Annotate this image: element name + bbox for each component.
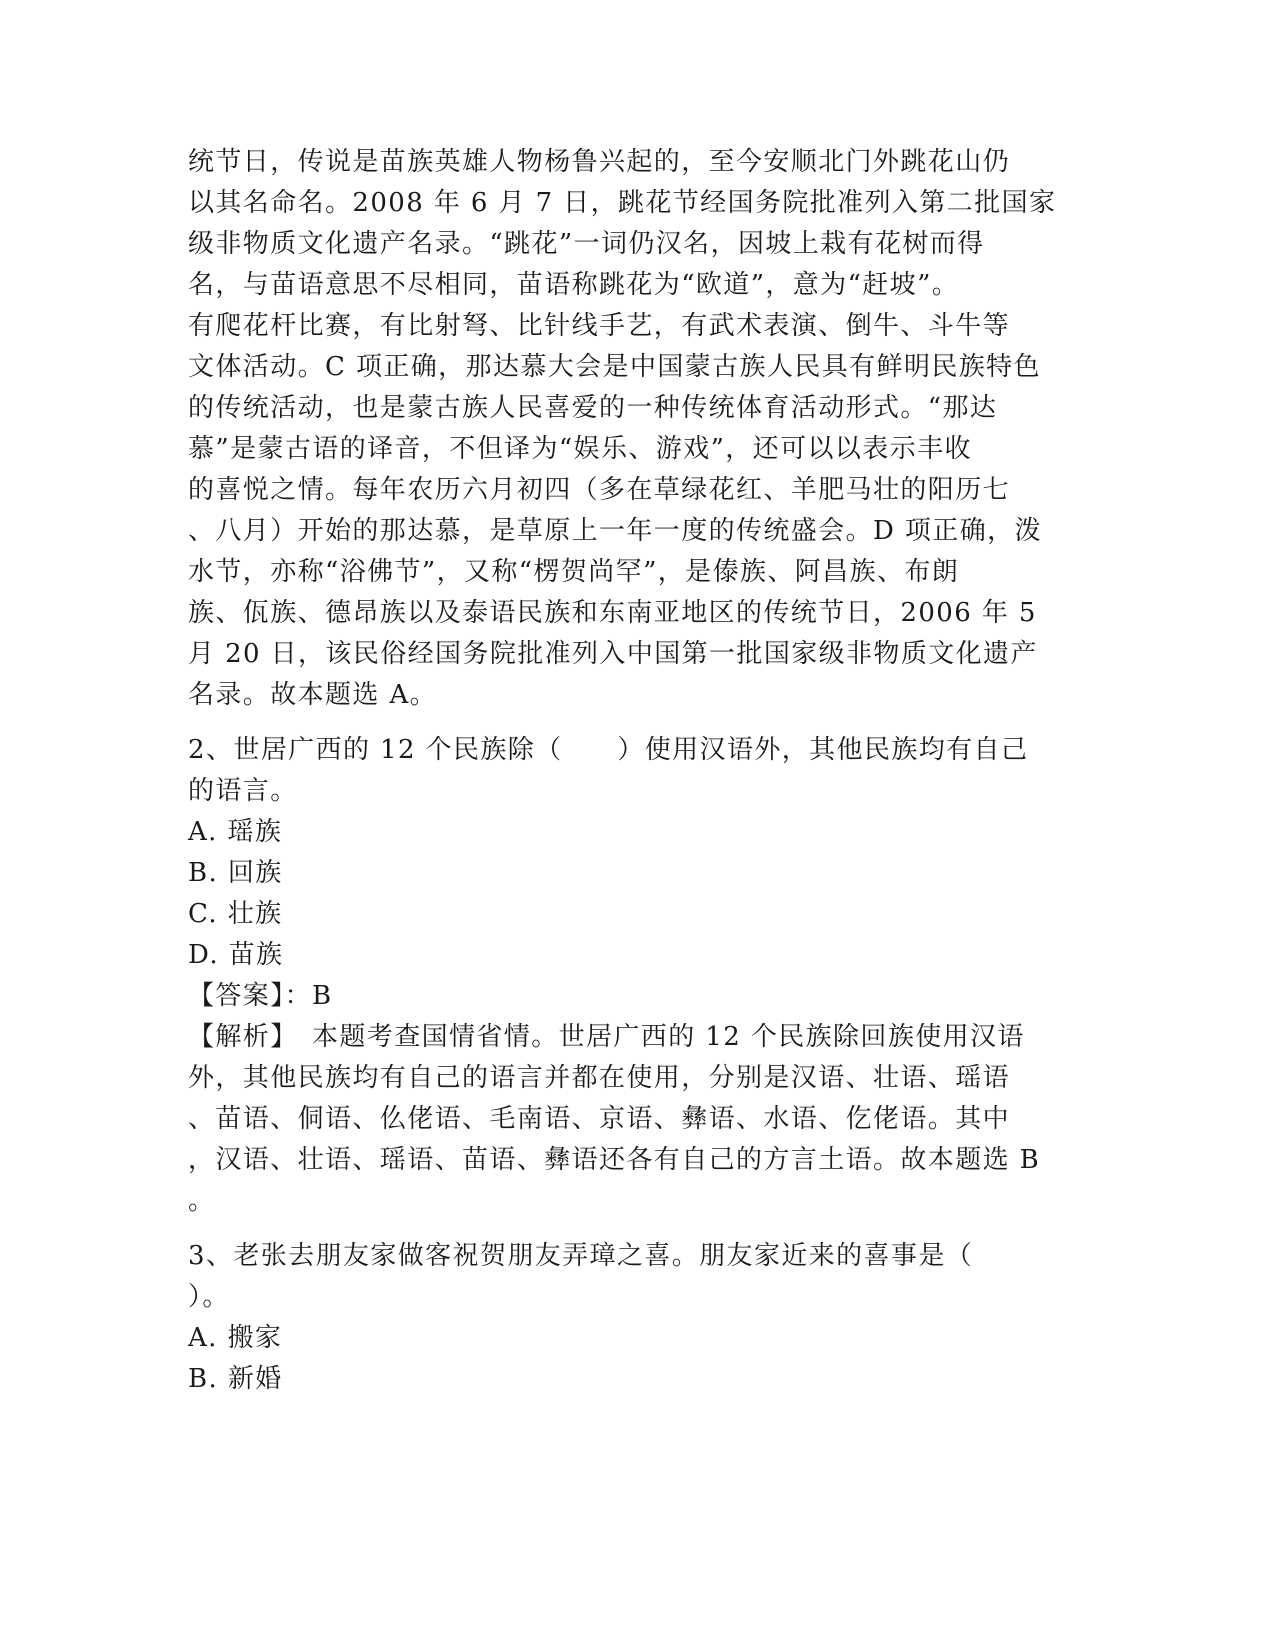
text-line: 族、佤族、德昂族以及泰语民族和东南亚地区的传统节日，2006 年 5: [188, 598, 1037, 628]
option-d: D. 苗族: [188, 940, 284, 970]
question-stem-line: 3、老张去朋友家做客祝贺朋友弄璋之喜。朋友家近来的喜事是（: [188, 1241, 974, 1271]
question-stem-line: 2、世居广西的 12 个民族除（ ）使用汉语外，其他民族均有自己: [188, 735, 1029, 765]
text-line: 文体活动。C 项正确，那达慕大会是中国蒙古族人民具有鲜明民族特色: [188, 352, 1041, 382]
option-a: A. 搬家: [188, 1323, 283, 1353]
analysis-line: ，汉语、壮语、瑶语、苗语、彝语还各有自己的方言土语。故本题选 B: [188, 1145, 1041, 1175]
question-stem-line: 的语言。: [188, 776, 298, 806]
option-b: B. 回族: [188, 858, 283, 888]
text-line: 的传统活动，也是蒙古族人民喜爱的一种传统体育活动形式。“那达: [188, 393, 998, 423]
question-3: [188, 1236, 1088, 1400]
analysis-line: 外，其他民族均有自己的语言并都在使用，分别是汉语、壮语、瑶语: [188, 1063, 1011, 1093]
document-page: [188, 142, 1088, 1400]
paragraph-gap: [188, 716, 1088, 730]
explanation-paragraph: [188, 142, 1088, 716]
text-line: 以其名命名。2008 年 6 月 7 日，跳花节经国务院批准列入第二批国家: [188, 188, 1057, 218]
option-b: B. 新婚: [188, 1364, 283, 1394]
option-a: A. 瑶族: [188, 817, 283, 847]
analysis-line: 。: [188, 1186, 216, 1216]
option-c: C. 壮族: [188, 899, 283, 929]
paragraph-gap: [188, 1222, 1088, 1236]
question-stem-line: ）。: [188, 1282, 230, 1312]
text-line: 级非物质文化遗产名录。“跳花”一词仍汉名，因坡上栽有花树而得: [188, 229, 985, 259]
text-line: 名，与苗语意思不尽相同，苗语称跳花为“欧道”，意为“赶坡”。: [188, 270, 960, 300]
text-line: 慕”是蒙古语的译音，不但译为“娱乐、游戏”，还可以以表示丰收: [188, 434, 972, 464]
text-line: 的喜悦之情。每年农历六月初四（多在草绿花红、羊肥马壮的阳历七: [188, 475, 1011, 505]
question-2: [188, 730, 1088, 1222]
text-line: 名录。故本题选 A。: [188, 680, 438, 710]
analysis-line: 【解析】 本题考查国情省情。世居广西的 12 个民族除回族使用汉语: [188, 1022, 1025, 1052]
text-line: 统节日，传说是苗族英雄人物杨鲁兴起的，至今安顺北门外跳花山仍: [188, 147, 1011, 177]
text-line: 水节，亦称“浴佛节”，又称“楞贺尚罕”，是傣族、阿昌族、布朗: [188, 557, 960, 587]
answer-line: 【答案】：B: [188, 981, 333, 1011]
analysis-line: 、苗语、侗语、仫佬语、毛南语、京语、彝语、水语、仡佬语。其中: [188, 1104, 1011, 1134]
text-line: 月 20 日，该民俗经国务院批准列入中国第一批国家级非物质文化遗产: [188, 639, 1038, 669]
text-line: 有爬花杆比赛，有比射弩、比针线手艺，有武术表演、倒牛、斗牛等: [188, 311, 1011, 341]
text-line: 、八月）开始的那达慕，是草原上一年一度的传统盛会。D 项正确，泼: [188, 516, 1042, 546]
